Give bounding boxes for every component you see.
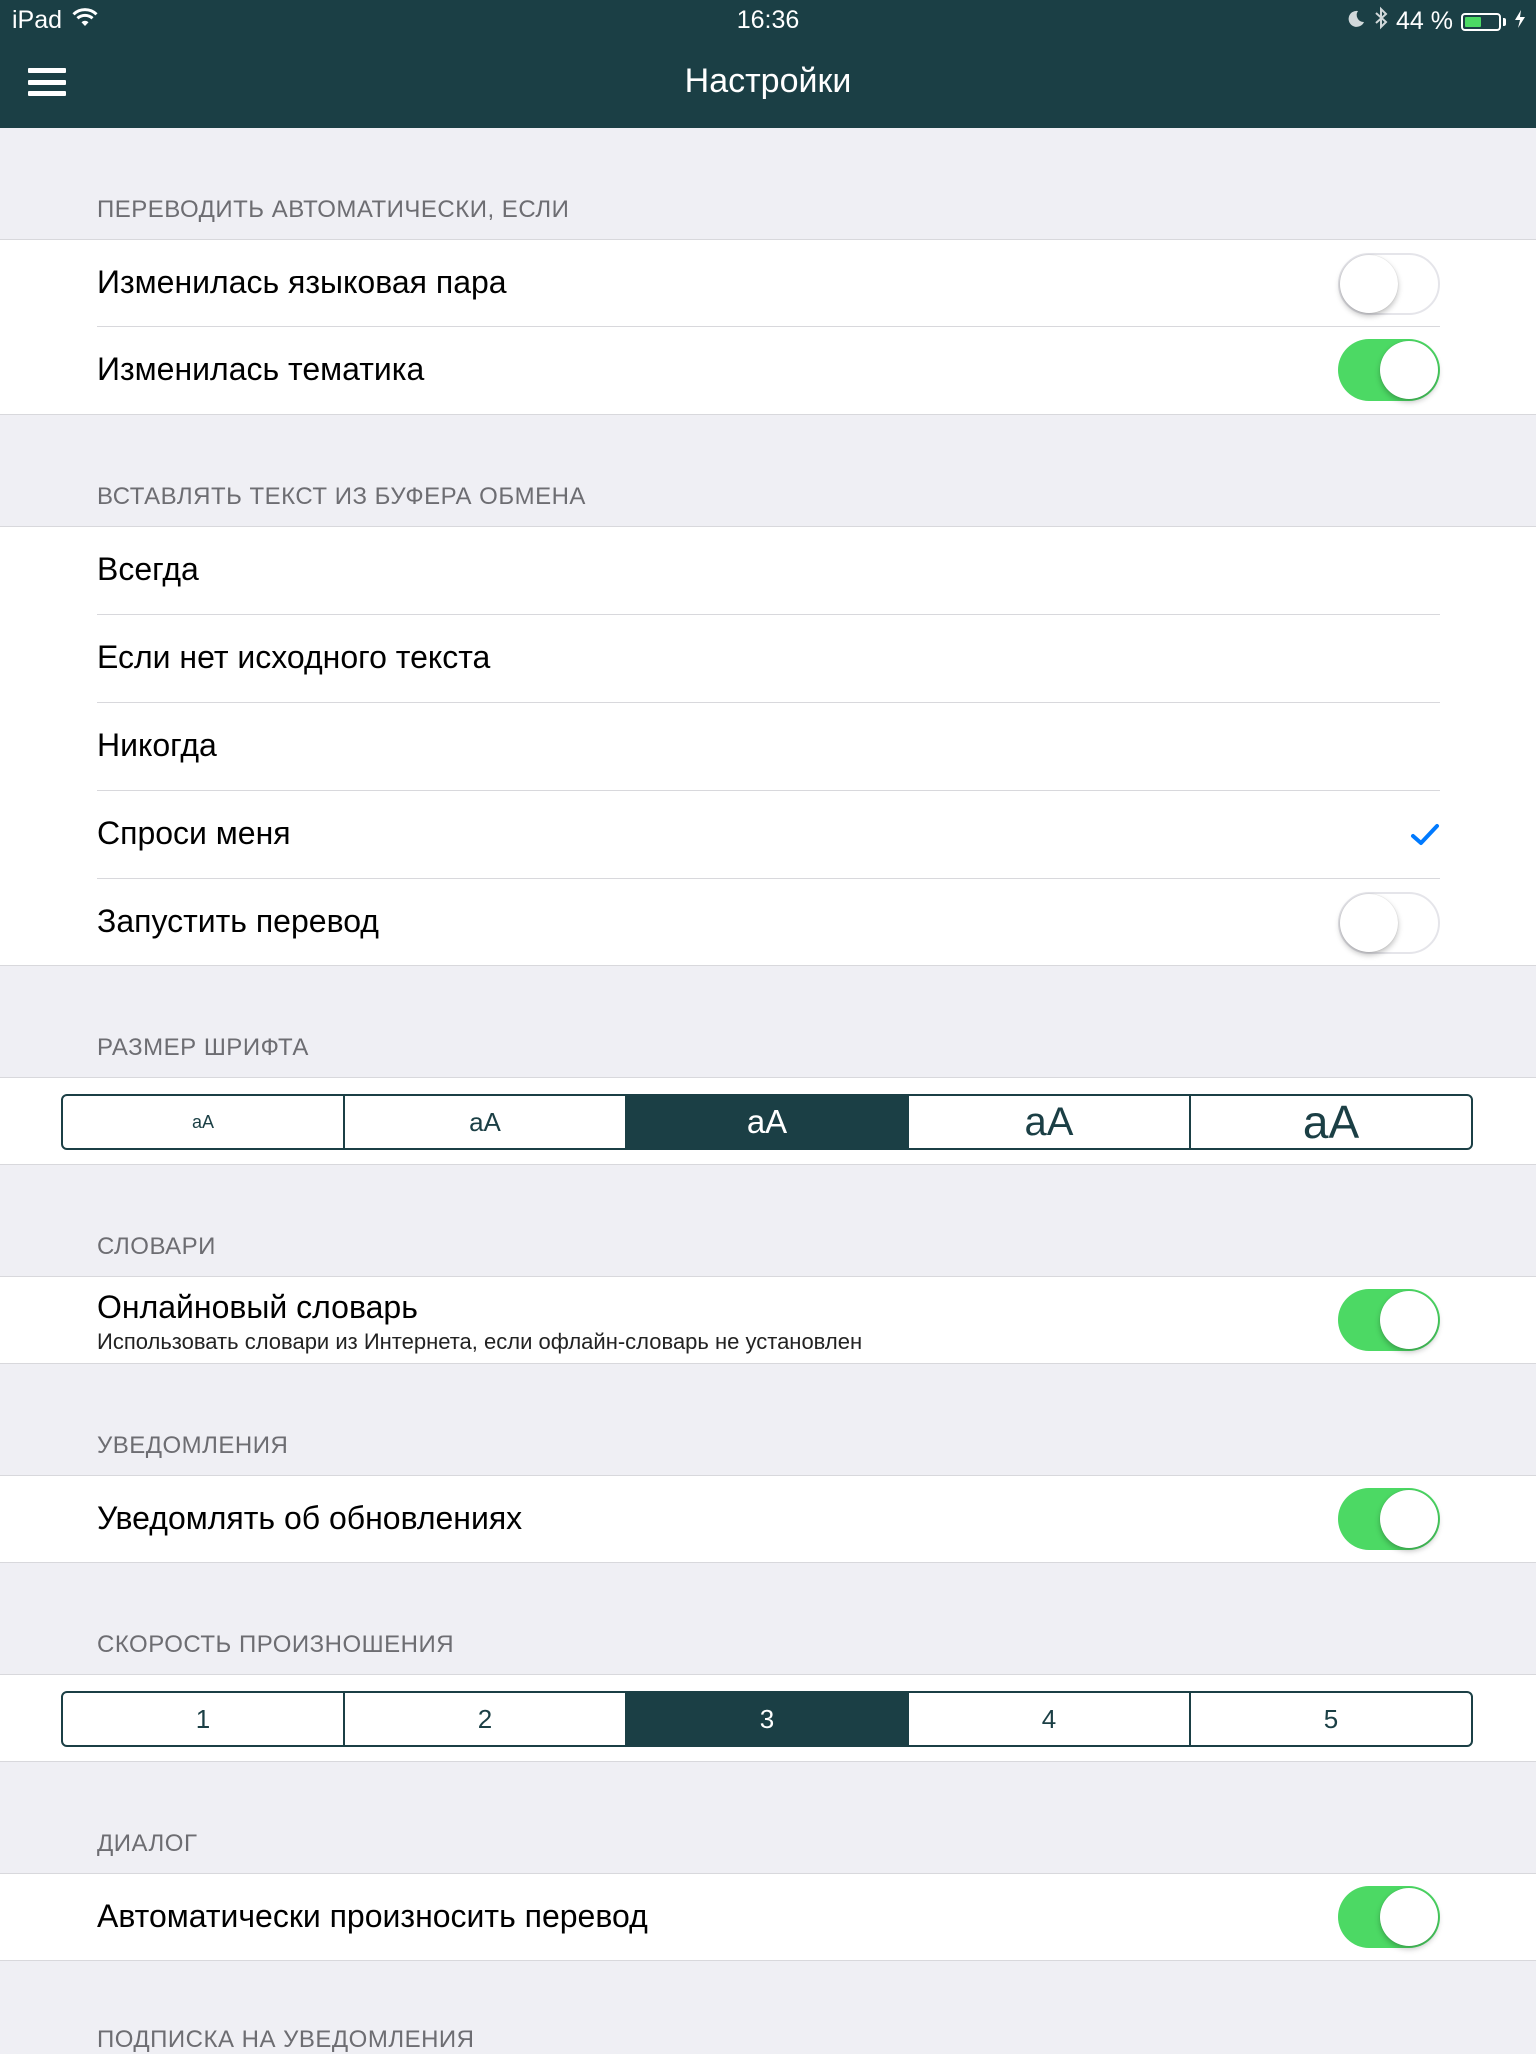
section-header-font-size: РАЗМЕР ШРИФТА <box>97 1034 309 1061</box>
navigation-bar <box>0 0 1536 128</box>
font-size-segmented-control <box>61 1094 1473 1150</box>
speed-option-1[interactable]: 1 <box>63 1693 345 1745</box>
speed-option-4[interactable]: 4 <box>909 1693 1191 1745</box>
font-size-option-4[interactable]: aA <box>909 1096 1191 1148</box>
row-label: Всегда <box>97 551 199 587</box>
battery-tip <box>1503 18 1506 26</box>
row-label: Уведомлять об обновлениях <box>97 1500 523 1536</box>
status-right <box>1346 6 1526 37</box>
paste-option-if-no-source[interactable] <box>0 615 1536 703</box>
row-label: Изменилась тематика <box>97 351 425 387</box>
battery-percent: 44 % <box>1396 7 1453 35</box>
device-name: iPad <box>12 6 63 34</box>
section-header-dictionaries: СЛОВАРИ <box>97 1233 216 1260</box>
dictionaries-group <box>0 1276 1536 1364</box>
auto-speak-toggle[interactable] <box>1338 1886 1440 1948</box>
checkmark-icon <box>1410 823 1440 847</box>
row-label: Онлайновый словарь <box>97 1289 418 1325</box>
dialog-group <box>0 1873 1536 1961</box>
row-run-translation[interactable] <box>0 879 1536 967</box>
speed-option-3[interactable]: 3 <box>627 1693 909 1745</box>
notifications-group <box>0 1475 1536 1563</box>
row-auto-speak[interactable] <box>0 1874 1536 1960</box>
font-size-option-2[interactable]: aA <box>345 1096 627 1148</box>
online-dictionary-toggle[interactable] <box>1338 1289 1440 1351</box>
row-notify-updates[interactable] <box>0 1476 1536 1562</box>
section-header-subscription: ПОДПИСКА НА УВЕДОМЛЕНИЯ <box>97 2026 475 2053</box>
font-size-option-5[interactable]: aA <box>1302 1096 1360 1148</box>
section-header-auto-translate: ПЕРЕВОДИТЬ АВТОМАТИЧЕСКИ, ЕСЛИ <box>97 196 570 223</box>
paste-group <box>0 526 1536 966</box>
speech-speed-group <box>0 1674 1536 1762</box>
row-label: Запустить перевод <box>97 903 379 939</box>
topic-toggle[interactable] <box>1338 339 1440 401</box>
notify-updates-toggle[interactable] <box>1338 1488 1440 1550</box>
section-header-paste: ВСТАВЛЯТЬ ТЕКСТ ИЗ БУФЕРА ОБМЕНА <box>97 483 586 510</box>
moon-icon <box>1346 7 1366 36</box>
bluetooth-icon <box>1374 6 1388 37</box>
section-header-notifications: УВЕДОМЛЕНИЯ <box>97 1432 289 1459</box>
row-label: Спроси меня <box>97 815 291 851</box>
row-online-dictionary[interactable] <box>0 1277 1536 1363</box>
speech-speed-segmented-control <box>61 1691 1473 1747</box>
speed-option-5[interactable]: 5 <box>1323 1703 1339 1734</box>
charging-icon <box>1514 7 1526 36</box>
run-translation-toggle[interactable] <box>1338 892 1440 954</box>
font-size-group <box>0 1077 1536 1165</box>
row-language-pair-changed[interactable] <box>0 240 1536 327</box>
row-label: Изменилась языковая пара <box>97 264 507 300</box>
row-label: Никогда <box>97 727 217 763</box>
row-label: Если нет исходного текста <box>97 639 491 675</box>
row-description: Использовать словари из Интернета, если офлайн-словарь не установлен <box>97 1329 863 1354</box>
row-topic-changed[interactable] <box>0 327 1536 414</box>
paste-option-ask-me[interactable] <box>0 791 1536 879</box>
paste-option-never[interactable] <box>0 703 1536 791</box>
section-header-speech-speed: СКОРОСТЬ ПРОИЗНОШЕНИЯ <box>97 1631 455 1658</box>
status-time: 16:36 <box>736 6 800 34</box>
speed-option-2[interactable]: 2 <box>345 1693 627 1745</box>
row-label: Автоматически произносить перевод <box>97 1898 648 1934</box>
auto-translate-group <box>0 239 1536 415</box>
section-header-dialog: ДИАЛОГ <box>97 1830 198 1857</box>
font-size-option-3[interactable]: aA <box>627 1096 909 1148</box>
battery-icon <box>1461 13 1501 31</box>
font-size-option-1[interactable]: aA <box>63 1096 345 1148</box>
paste-option-always[interactable] <box>0 527 1536 615</box>
page-title: Настройки <box>684 62 852 100</box>
language-pair-toggle[interactable] <box>1338 253 1440 315</box>
